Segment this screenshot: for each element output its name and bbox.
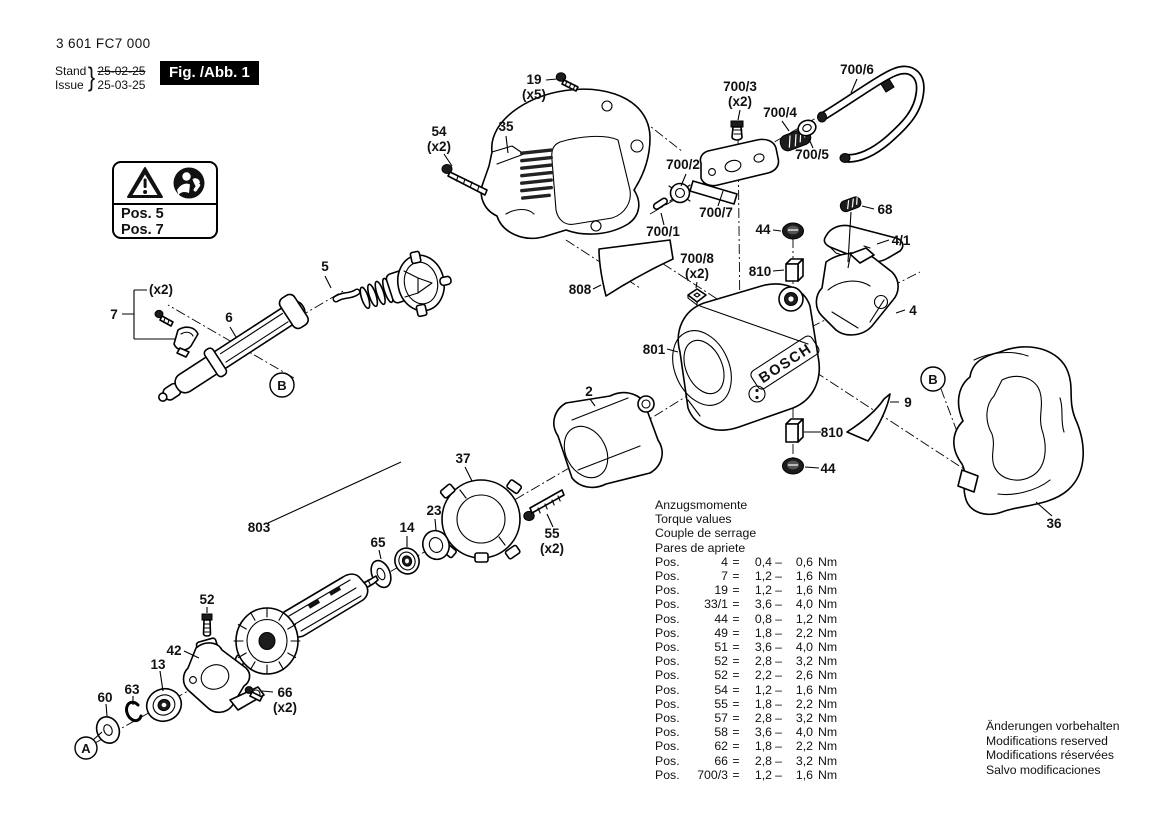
torque-to: 4,0 xyxy=(795,597,813,612)
torque-pos: 54 xyxy=(714,682,728,697)
label-36: 36 xyxy=(1046,516,1062,531)
torque-eq: = xyxy=(732,696,740,711)
part-sticker-9 xyxy=(847,394,890,441)
torque-pos: 44 xyxy=(714,611,728,626)
label-55-qty: (x2) xyxy=(539,541,565,556)
label-808: 808 xyxy=(568,282,592,297)
torque-eq: = xyxy=(732,625,740,640)
torque-unit: Nm xyxy=(818,767,838,782)
torque-to: 2,2 xyxy=(795,739,813,754)
label-19-qty: (x5) xyxy=(521,87,547,102)
torque-pos: 62 xyxy=(714,739,728,754)
torque-dash: – xyxy=(775,725,782,740)
label-4-1: 4/1 xyxy=(891,233,911,248)
label-810-top: 810 xyxy=(748,264,772,279)
torque-pos-label: Pos. xyxy=(655,668,680,683)
part-baffle-37 xyxy=(440,479,522,562)
torque-from: 1,2 xyxy=(754,583,772,598)
part-cord-clamp-7 xyxy=(174,327,198,357)
torque-pos-label: Pos. xyxy=(655,711,680,726)
label-700-7: 700/7 xyxy=(699,205,733,220)
torque-dash: – xyxy=(775,611,782,626)
torque-from: 3,6 xyxy=(754,640,772,655)
torque-to: 1,6 xyxy=(795,767,813,782)
torque-eq: = xyxy=(732,711,740,726)
label-66-qty: (x2) xyxy=(272,700,298,715)
torque-dash: – xyxy=(775,640,782,655)
torque-eq: = xyxy=(732,597,740,612)
torque-pos: 52 xyxy=(714,668,728,683)
part-handle-rod-700-6 xyxy=(818,70,921,162)
label-65: 65 xyxy=(370,535,386,550)
part-switch-4 xyxy=(816,248,898,335)
torque-to: 2,2 xyxy=(795,696,813,711)
torque-pos-label: Pos. xyxy=(655,682,680,697)
torque-pos-label: Pos. xyxy=(655,554,680,569)
part-nut-700-2 xyxy=(669,184,690,203)
part-screw-700-3 xyxy=(731,121,743,140)
torque-eq: = xyxy=(732,682,740,697)
torque-dash: – xyxy=(775,696,782,711)
torque-eq: = xyxy=(732,668,740,683)
part-plug-5 xyxy=(336,251,452,317)
warning-pos-5: Pos. 5 xyxy=(121,206,164,222)
label-37: 37 xyxy=(455,451,471,466)
torque-dash: – xyxy=(775,654,782,669)
notice-line: Salvo modificaciones xyxy=(986,762,1101,777)
torque-eq: = xyxy=(732,654,740,669)
torque-from: 1,8 xyxy=(754,696,772,711)
torque-to: 1,2 xyxy=(795,611,813,626)
torque-unit: Nm xyxy=(818,696,838,711)
torque-dash: – xyxy=(775,554,782,569)
torque-dash: – xyxy=(775,753,782,768)
torque-pos-label: Pos. xyxy=(655,654,680,669)
part-retaining-ring-63 xyxy=(127,702,141,720)
label-700-1: 700/1 xyxy=(646,224,680,239)
torque-dash: – xyxy=(775,597,782,612)
stand-label: Stand xyxy=(55,63,87,78)
label-700-8: 700/8 xyxy=(680,251,714,266)
torque-pos-label: Pos. xyxy=(655,696,680,711)
svg-text:BOSCH: BOSCH xyxy=(756,340,816,387)
part-screw-52 xyxy=(202,614,212,636)
label-700-6: 700/6 xyxy=(840,62,874,77)
part-number: 3 601 FC7 000 xyxy=(56,36,151,51)
svg-text:A: A xyxy=(81,741,91,756)
torque-from: 0,8 xyxy=(754,611,772,626)
torque-heading-line: Anzugsmomente xyxy=(655,498,748,512)
torque-unit: Nm xyxy=(818,711,838,726)
torque-eq: = xyxy=(732,725,740,740)
torque-dash: – xyxy=(775,625,782,640)
label-810-bottom: 810 xyxy=(820,425,844,440)
torque-pos-label: Pos. xyxy=(655,625,680,640)
notice-line: Modifications reserved xyxy=(986,733,1108,748)
torque-to: 2,6 xyxy=(795,668,813,683)
part-handle-cover-36 xyxy=(954,347,1083,514)
label-44-top: 44 xyxy=(755,222,771,237)
part-screw-7 xyxy=(155,310,173,326)
torque-from: 2,8 xyxy=(754,753,772,768)
torque-dash: – xyxy=(775,711,782,726)
label-35: 35 xyxy=(498,119,514,134)
torque-eq: = xyxy=(732,640,740,655)
part-cap-44-bottom xyxy=(783,458,804,474)
torque-eq: = xyxy=(732,767,740,782)
label-700-3-qty: (x2) xyxy=(727,94,753,109)
torque-pos: 58 xyxy=(714,725,728,740)
label-44-bottom: 44 xyxy=(820,461,836,476)
torque-from: 2,8 xyxy=(754,711,772,726)
label-54-qty: (x2) xyxy=(426,139,452,154)
torque-to: 3,2 xyxy=(795,753,813,768)
torque-from: 1,8 xyxy=(754,625,772,640)
torque-unit: Nm xyxy=(818,611,838,626)
part-bearing-13 xyxy=(142,684,186,727)
label-803: 803 xyxy=(247,520,271,535)
part-stator-2 xyxy=(554,393,662,488)
torque-unit: Nm xyxy=(818,668,838,683)
part-brush-810-top xyxy=(786,259,803,281)
torque-pos-label: Pos. xyxy=(655,739,680,754)
ref-circle-B-right xyxy=(921,367,945,391)
torque-unit: Nm xyxy=(818,597,838,612)
torque-pos-label: Pos. xyxy=(655,753,680,768)
label-700-3: 700/3 xyxy=(723,79,757,94)
torque-eq: = xyxy=(732,611,740,626)
torque-from: 3,6 xyxy=(754,597,772,612)
part-spring-68 xyxy=(839,196,862,214)
torque-pos: 19 xyxy=(714,583,728,598)
part-brush-810-bottom xyxy=(786,419,803,442)
torque-dash: – xyxy=(775,682,782,697)
torque-unit: Nm xyxy=(818,583,838,598)
svg-text:B: B xyxy=(277,378,287,393)
torque-to: 3,2 xyxy=(795,654,813,669)
label-54: 54 xyxy=(431,124,447,139)
torque-unit: Nm xyxy=(818,753,838,768)
label-5: 5 xyxy=(321,259,329,274)
label-66: 66 xyxy=(277,685,293,700)
label-23: 23 xyxy=(426,503,442,518)
part-sticker-808 xyxy=(599,240,673,296)
torque-to: 3,2 xyxy=(795,711,813,726)
label-700-4: 700/4 xyxy=(763,105,797,120)
torque-pos: 33/1 xyxy=(704,597,728,612)
label-700-2: 700/2 xyxy=(666,157,700,172)
torque-unit: Nm xyxy=(818,682,838,697)
label-60: 60 xyxy=(97,690,113,705)
torque-from: 2,2 xyxy=(754,668,772,683)
ref-circle-B-left xyxy=(270,373,294,397)
torque-from: 1,2 xyxy=(754,569,772,584)
torque-eq: = xyxy=(732,753,740,768)
torque-to: 1,6 xyxy=(795,682,813,697)
torque-pos-label: Pos. xyxy=(655,583,680,598)
ref-circle-A xyxy=(75,737,97,759)
torque-from: 0,4 xyxy=(754,554,772,569)
label-4: 4 xyxy=(909,303,917,318)
torque-dash: – xyxy=(775,583,782,598)
torque-pos: 55 xyxy=(714,696,728,711)
torque-pos-label: Pos. xyxy=(655,725,680,740)
part-armature-803 xyxy=(234,574,378,674)
torque-unit: Nm xyxy=(818,625,838,640)
torque-unit: Nm xyxy=(818,654,838,669)
label-55: 55 xyxy=(544,526,560,541)
torque-eq: = xyxy=(732,569,740,584)
part-pin-700-1 xyxy=(652,197,668,210)
torque-pos: 49 xyxy=(714,625,728,640)
torque-to: 1,6 xyxy=(795,569,813,584)
torque-dash: – xyxy=(775,767,782,782)
label-19: 19 xyxy=(526,72,542,87)
torque-to: 1,6 xyxy=(795,583,813,598)
label-7: 7 xyxy=(110,307,118,322)
torque-dash: – xyxy=(775,569,782,584)
torque-from: 3,6 xyxy=(754,725,772,740)
torque-pos-label: Pos. xyxy=(655,611,680,626)
label-42: 42 xyxy=(166,643,182,658)
torque-to: 4,0 xyxy=(795,725,813,740)
torque-pos: 700/3 xyxy=(697,767,728,782)
torque-unit: Nm xyxy=(818,554,838,569)
torque-to: 4,0 xyxy=(795,640,813,655)
figure-label: Fig. /Abb. 1 xyxy=(160,61,259,85)
label-68: 68 xyxy=(877,202,893,217)
label-700-5: 700/5 xyxy=(795,147,829,162)
torque-pos-label: Pos. xyxy=(655,767,680,782)
torque-from: 1,8 xyxy=(754,739,772,754)
torque-to: 0,6 xyxy=(795,554,813,569)
notice-line: Modifications réservées xyxy=(986,748,1115,763)
torque-heading-line: Pares de apriete xyxy=(655,540,746,555)
torque-dash: – xyxy=(775,739,782,754)
torque-unit: Nm xyxy=(818,739,838,754)
torque-pos-label: Pos. xyxy=(655,640,680,655)
torque-pos: 51 xyxy=(714,640,728,655)
torque-unit: Nm xyxy=(818,725,838,740)
part-cap-44-top xyxy=(783,223,804,239)
torque-pos: 66 xyxy=(714,753,728,768)
torque-eq: = xyxy=(732,554,740,569)
part-gear-housing-35 xyxy=(481,89,650,238)
label-2: 2 xyxy=(585,384,593,399)
brace-glyph: } xyxy=(88,62,96,92)
torque-heading-line: Couple de serrage xyxy=(655,526,757,541)
notice-line: Änderungen vorbehalten xyxy=(986,719,1120,733)
part-motor-housing-801 xyxy=(661,284,820,430)
issue-label: Issue xyxy=(55,77,84,92)
part-holder-plate-700-7 xyxy=(690,139,779,204)
label-9: 9 xyxy=(904,395,912,410)
stand-date: 25-02-25 xyxy=(97,63,146,78)
torque-eq: = xyxy=(732,583,740,598)
torque-pos: 57 xyxy=(714,711,728,726)
torque-pos: 4 xyxy=(721,554,728,569)
label-14: 14 xyxy=(399,520,415,535)
warning-pos-7: Pos. 7 xyxy=(121,222,164,238)
part-bearing-14 xyxy=(391,545,422,578)
label-801: 801 xyxy=(642,342,666,357)
torque-pos: 7 xyxy=(721,569,728,584)
label-13: 13 xyxy=(150,657,166,672)
issue-date: 25-03-25 xyxy=(97,77,146,92)
torque-heading-line: Torque values xyxy=(655,512,732,527)
torque-pos-label: Pos. xyxy=(655,597,680,612)
part-screw-55 xyxy=(524,490,564,521)
torque-from: 1,2 xyxy=(754,767,772,782)
label-52: 52 xyxy=(199,592,215,607)
torque-from: 1,2 xyxy=(754,682,772,697)
torque-to: 2,2 xyxy=(795,625,813,640)
torque-pos: 52 xyxy=(714,654,728,669)
torque-from: 2,8 xyxy=(754,654,772,669)
svg-text:B: B xyxy=(928,372,938,387)
label-700-8-qty: (x2) xyxy=(684,266,710,281)
torque-unit: Nm xyxy=(818,640,838,655)
part-screw-19 xyxy=(556,73,578,91)
part-screw-54 xyxy=(442,165,487,196)
torque-unit: Nm xyxy=(818,569,838,584)
torque-dash: – xyxy=(775,668,782,683)
torque-eq: = xyxy=(732,739,740,754)
torque-pos-label: Pos. xyxy=(655,569,680,584)
label-6: 6 xyxy=(225,310,233,325)
label-7-qty: (x2) xyxy=(148,282,174,297)
label-63: 63 xyxy=(124,682,140,697)
